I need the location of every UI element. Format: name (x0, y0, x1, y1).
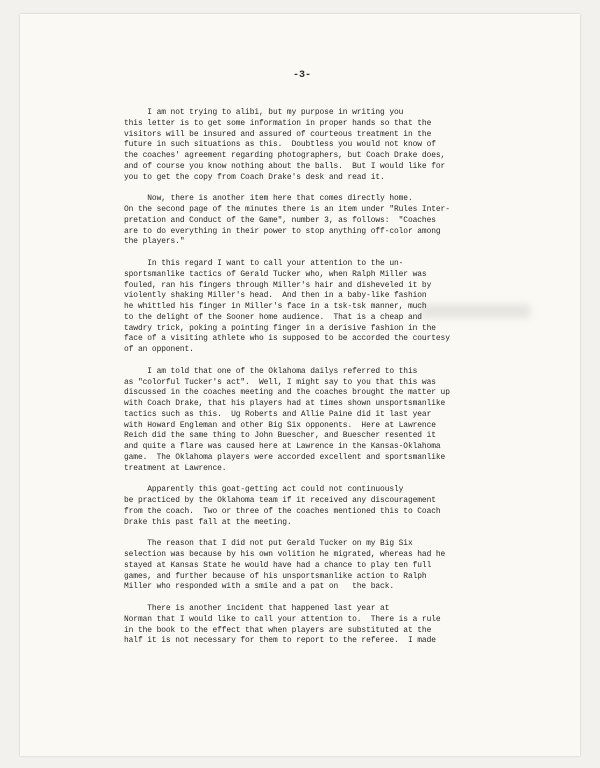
text-line: Drake this past fall at the meeting. (124, 517, 292, 527)
text-line: treatment at Lawrence. (124, 463, 227, 473)
text-line: and of course you know nothing about the balls. But I would like for (124, 161, 446, 171)
text-line: the players." (124, 237, 185, 247)
text-line: as "colorful Tucker's act". Well, I might say to you that this was (124, 377, 436, 387)
text-line: face of a visiting athlete who is supposed to be accorded the courtesy (124, 334, 450, 344)
text-line: Reich did the same thing to John Buescher, and Buescher resented it (124, 431, 436, 441)
text-line: sportsmanlike tactics of Gerald Tucker who, when Ralph Miller was (124, 269, 427, 279)
letter-body (124, 108, 506, 658)
text-line: visitors will be insured and assured of courteous treatment in the (124, 129, 432, 139)
text-line: There is another incident that happened last year at (124, 604, 390, 613)
text-line: stayed at Kansas State he would have had a chance to play ten full (124, 560, 432, 570)
paragraph-goat-getting (124, 485, 506, 528)
text-line: to the delight of the Sooner home audience. That is a cheap and (124, 312, 422, 322)
text-line: pretation and Conduct of the Game", number 3, as follows: "Coaches (124, 215, 436, 225)
text-line: in the book to the effect that when players are substituted at the (124, 625, 432, 635)
paragraph-norman-incident (124, 604, 506, 647)
text-line: violently shaking Miller's head. And then in a baby-like fashion (124, 291, 427, 301)
text-line: tactics such as this. Ug Roberts and Allie Paine did it last year (124, 409, 432, 419)
paragraph-alibi (124, 108, 506, 183)
text-line: with Howard Engleman and other Big Six opponents. Here at Lawrence (124, 420, 436, 430)
paragraph-colorful-act (124, 367, 506, 475)
text-line: The reason that I did not put Gerald Tucker on my Big Six (124, 539, 413, 549)
text-line: In this regard I want to call your attention to the un- (124, 259, 404, 268)
text-line: I am not trying to alibi, but my purpose in writing you (124, 108, 404, 117)
text-line: Now, there is another item here that comes directly home. (124, 194, 413, 204)
text-line: and quite a flare was caused here at Lawrence in the Kansas-Oklahoma (124, 442, 441, 451)
paragraph-big-six-selection (124, 539, 506, 593)
paragraph-minutes (124, 194, 506, 248)
text-line: Miller who responded with a smile and a pat on the back. (124, 582, 394, 592)
text-line: from the coach. Two or three of the coaches mentioned this to Coach (124, 506, 441, 516)
text-line: games, and further because of his unsportsmanlike action to Ralph (124, 571, 427, 581)
text-line: be practiced by the Oklahoma team if it received any discouragement (124, 496, 436, 505)
text-line: the coaches' agreement regarding photographers, but Coach Drake does, (124, 151, 446, 160)
text-line: On the second page of the minutes there is an item under "Rules Inter- (124, 205, 450, 214)
text-line: I am told that one of the Oklahoma dailys referred to this (124, 366, 418, 376)
text-line: tawdry trick, poking a pointing finger in a derisive fashion in the (124, 323, 436, 333)
text-line: you to get the copy from Coach Drake's desk and read it. (124, 172, 385, 182)
text-line: he whittled his finger in Miller's face in a tsk-tsk manner, much (124, 302, 427, 311)
text-line: selection was because by his own volition he migrated, whereas had he (124, 550, 446, 559)
paragraph-tucker-tactics (124, 259, 506, 356)
text-line: with Coach Drake, that his players had at times shown unsportsmanlike (124, 399, 446, 408)
text-line: discussed in the coaches meeting and the coaches brought the matter up (124, 388, 450, 398)
text-line: half it is not necessary for them to report to the referee. I made (124, 636, 436, 646)
page-number: -3- (292, 70, 311, 81)
text-line: are to do everything in their power to stop anything off-color among (124, 226, 441, 236)
text-line: game. The Oklahoma players were accorded excellent and sportsmanlike (124, 452, 446, 462)
text-line: future in such situations as this. Doubtless you would not know of (124, 140, 436, 150)
text-line: Apparently this goat-getting act could not continuously (124, 485, 404, 495)
text-line: fouled, ran his fingers through Miller's hair and disheveled it by (124, 280, 432, 290)
text-line: Norman that I would like to call your attention to. There is a rule (124, 614, 441, 624)
text-line: this letter is to get some information in proper hands so that the (124, 118, 432, 128)
text-line: of an opponent. (124, 345, 194, 354)
